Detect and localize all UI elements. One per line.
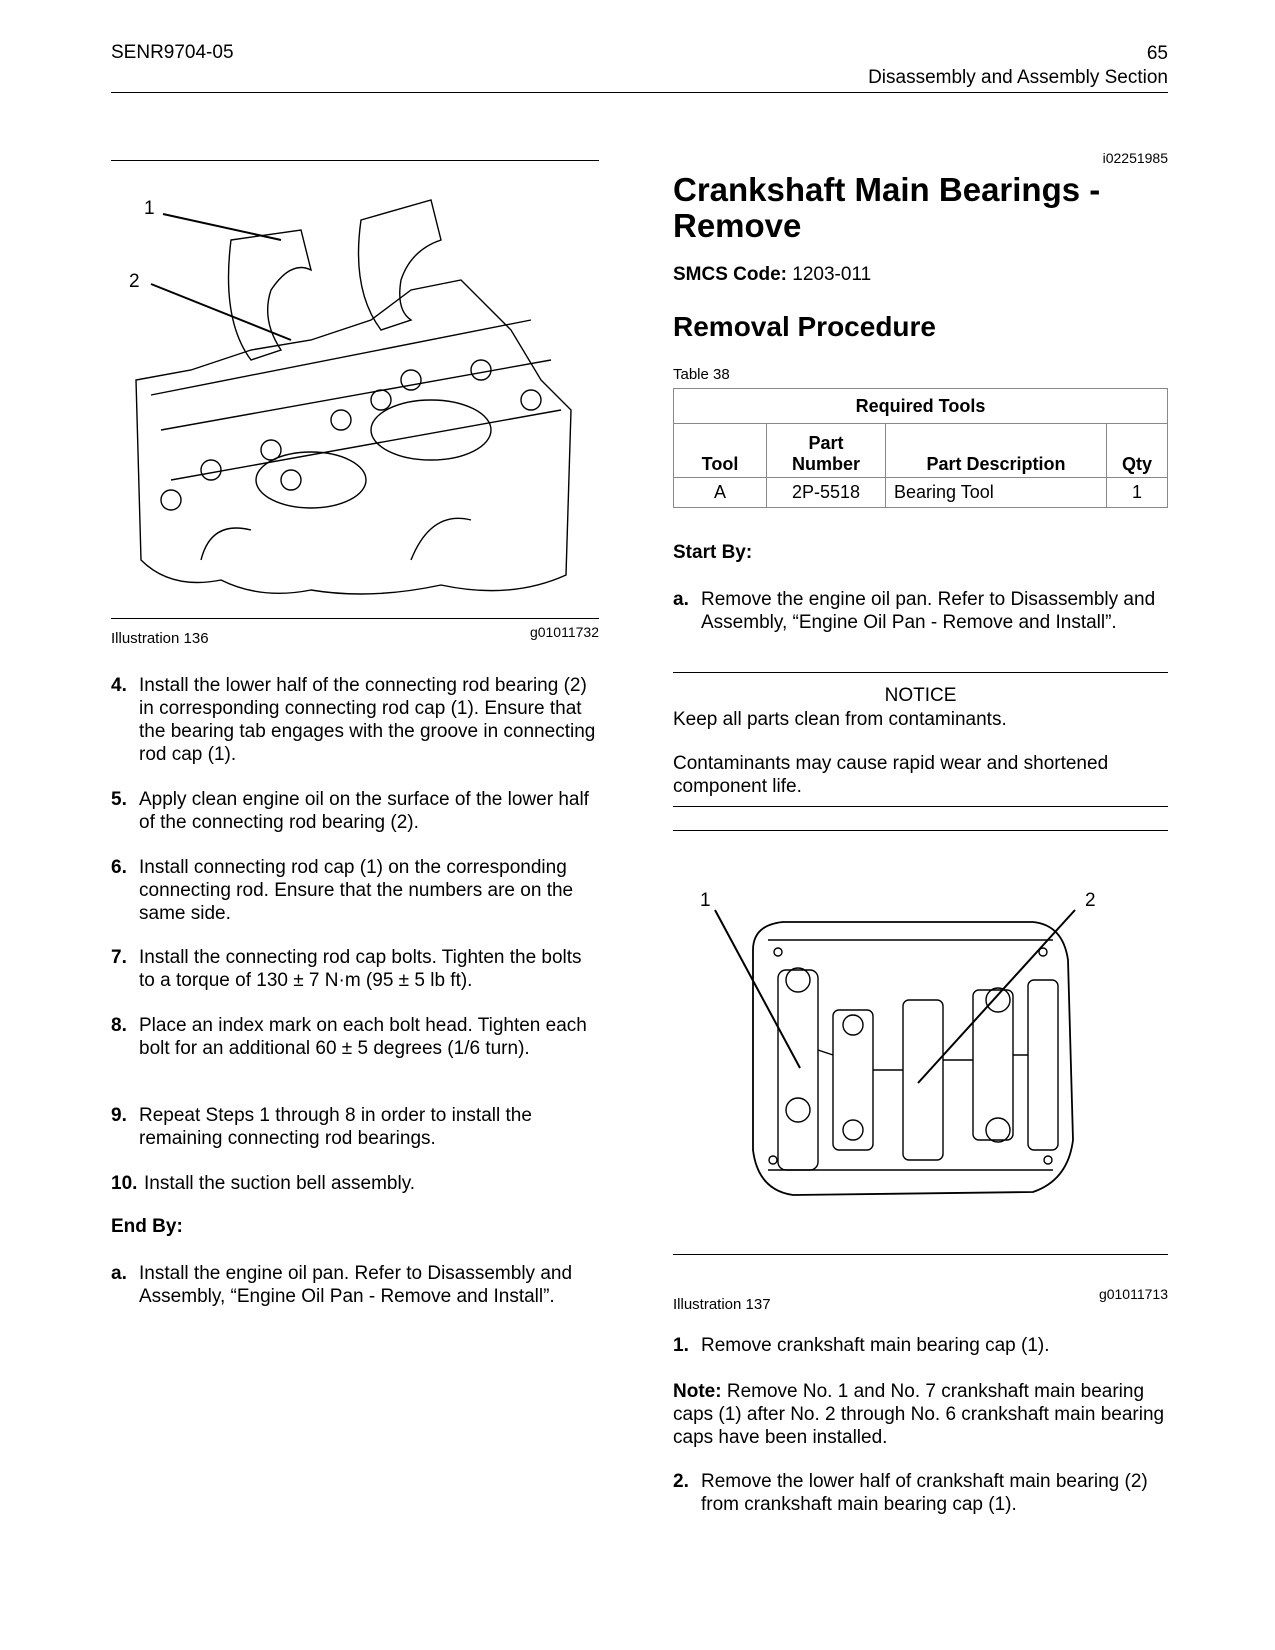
- step-number: 6.: [111, 857, 127, 878]
- bolt-group: [786, 968, 1010, 1142]
- step-number: 10.: [111, 1173, 138, 1194]
- illustration-137-caption: Illustration 137: [673, 1296, 771, 1313]
- notice-title: NOTICE: [884, 685, 957, 706]
- step-number: 1.: [673, 1335, 689, 1356]
- step-number: a.: [673, 589, 689, 610]
- step-text: Install the suction bell assembly.: [144, 1173, 416, 1194]
- column-header: Qty: [1107, 424, 1168, 478]
- step-text: Install the engine oil pan. Refer to Disassembly and Assembly, “Engine Oil Pan - Remove and Install”.: [139, 1263, 573, 1307]
- table-cell: A: [674, 478, 767, 508]
- note-text: Remove No. 1 and No. 7 crankshaft main bearing caps (1) after No. 2 through No. 6 crankshaft main bearing caps have been installed.: [673, 1381, 1165, 1448]
- illustration-137-drawing: [673, 880, 1168, 1230]
- smcs-code: [673, 264, 871, 286]
- note-label: Note:: [673, 1381, 722, 1402]
- callout-1: 1: [700, 890, 711, 911]
- figure-top-rule: [673, 830, 1168, 831]
- procedure-heading: Removal Procedure: [673, 311, 936, 342]
- step-10: [111, 1172, 599, 1195]
- illustration-136-id: g01011732: [529, 624, 599, 640]
- step-2: [673, 1470, 1168, 1516]
- step-text: Install connecting rod cap (1) on the corresponding connecting rod. Ensure that the numbers are on the same side.: [139, 857, 574, 924]
- step-text: Remove the engine oil pan. Refer to Disassembly and Assembly, “Engine Oil Pan - Remove and Install”.: [701, 589, 1156, 633]
- table-label: Table 38: [673, 366, 730, 383]
- page-header-right: [868, 42, 1168, 90]
- step-text: Repeat Steps 1 through 8 in order to install the remaining connecting rod bearings.: [139, 1105, 532, 1149]
- step-number: 7.: [111, 947, 127, 968]
- step-text: Remove crankshaft main bearing cap (1).: [701, 1335, 1050, 1356]
- notice-top-rule: [673, 672, 1168, 673]
- bolt-group: [161, 360, 541, 510]
- figure-bottom-rule: [111, 618, 599, 619]
- figure-top-rule: [111, 160, 599, 161]
- table-cell: 2P-5518: [767, 478, 886, 508]
- step-text: Place an index mark on each bolt head. Tighten each bolt for an additional 60 ± 5 degrees (1/6 turn).: [139, 1015, 587, 1059]
- step-number: 4.: [111, 675, 127, 696]
- step-text: Remove the lower half of crankshaft main bearing (2) from crankshaft main bearing cap (1).: [701, 1471, 1148, 1515]
- page-number: 65: [1146, 43, 1168, 64]
- document-number: SENR9704-05: [111, 42, 234, 63]
- step-5: [111, 788, 599, 834]
- notice-line-1: Keep all parts clean from contaminants.: [673, 709, 1007, 730]
- illustration-136-caption: Illustration 136: [111, 630, 209, 647]
- figure-bottom-rule: [673, 1254, 1168, 1255]
- notice-bottom-rule: [673, 806, 1168, 807]
- step-text: Install the lower half of the connecting rod bearing (2) in corresponding connecting rod cap (1). Ensure that the bearing tab engages with the groove in connecting rod cap (1).: [139, 675, 596, 765]
- column-header: Tool: [674, 424, 767, 478]
- table-caption: Required Tools: [674, 389, 1168, 424]
- notice-line-2: Contaminants may cause rapid wear and shortened component life.: [673, 753, 1109, 797]
- step-1: [673, 1334, 1168, 1357]
- table-cell: Bearing Tool: [886, 478, 1107, 508]
- step-8: [111, 1014, 599, 1060]
- callout-2: 2: [129, 271, 140, 292]
- step-number: 8.: [111, 1015, 127, 1036]
- smcs-label: SMCS Code:: [673, 264, 787, 285]
- header-rule: [111, 92, 1168, 93]
- note: [673, 1380, 1168, 1449]
- step-text: Install the connecting rod cap bolts. Tighten the bolts to a torque of 130 ± 7 N·m (95 ± 5 lb ft).: [139, 947, 582, 991]
- step-number: a.: [111, 1263, 127, 1284]
- column-header: Part Number: [767, 424, 886, 478]
- end-by-label: End By:: [111, 1216, 183, 1237]
- column-header: Part Description: [886, 424, 1107, 478]
- illustration-136-drawing: [111, 180, 599, 610]
- step-number: 5.: [111, 789, 127, 810]
- step-text: Apply clean engine oil on the surface of the lower half of the connecting rod bearing (2).: [139, 789, 589, 833]
- step-4: [111, 674, 599, 766]
- table-row: [674, 478, 1168, 508]
- end-by-step: [111, 1262, 599, 1308]
- smcs-value: 1203-011: [792, 264, 872, 285]
- start-by-step: [673, 588, 1168, 634]
- callout-1: 1: [144, 198, 155, 219]
- section-name: Disassembly and Assembly Section: [868, 67, 1168, 88]
- step-6: [111, 856, 599, 925]
- step-9: [111, 1104, 599, 1150]
- required-tools-table: [673, 388, 1168, 508]
- page-title: Crankshaft Main Bearings - Remove: [673, 171, 1101, 244]
- step-number: 9.: [111, 1105, 127, 1126]
- illustration-137-id: g01011713: [1098, 1286, 1168, 1302]
- step-7: [111, 946, 599, 992]
- step-number: 2.: [673, 1471, 689, 1492]
- table-cell: 1: [1107, 478, 1168, 508]
- doc-id: i02251985: [1102, 150, 1168, 166]
- callout-2: 2: [1085, 890, 1096, 911]
- start-by-label: Start By:: [673, 542, 753, 563]
